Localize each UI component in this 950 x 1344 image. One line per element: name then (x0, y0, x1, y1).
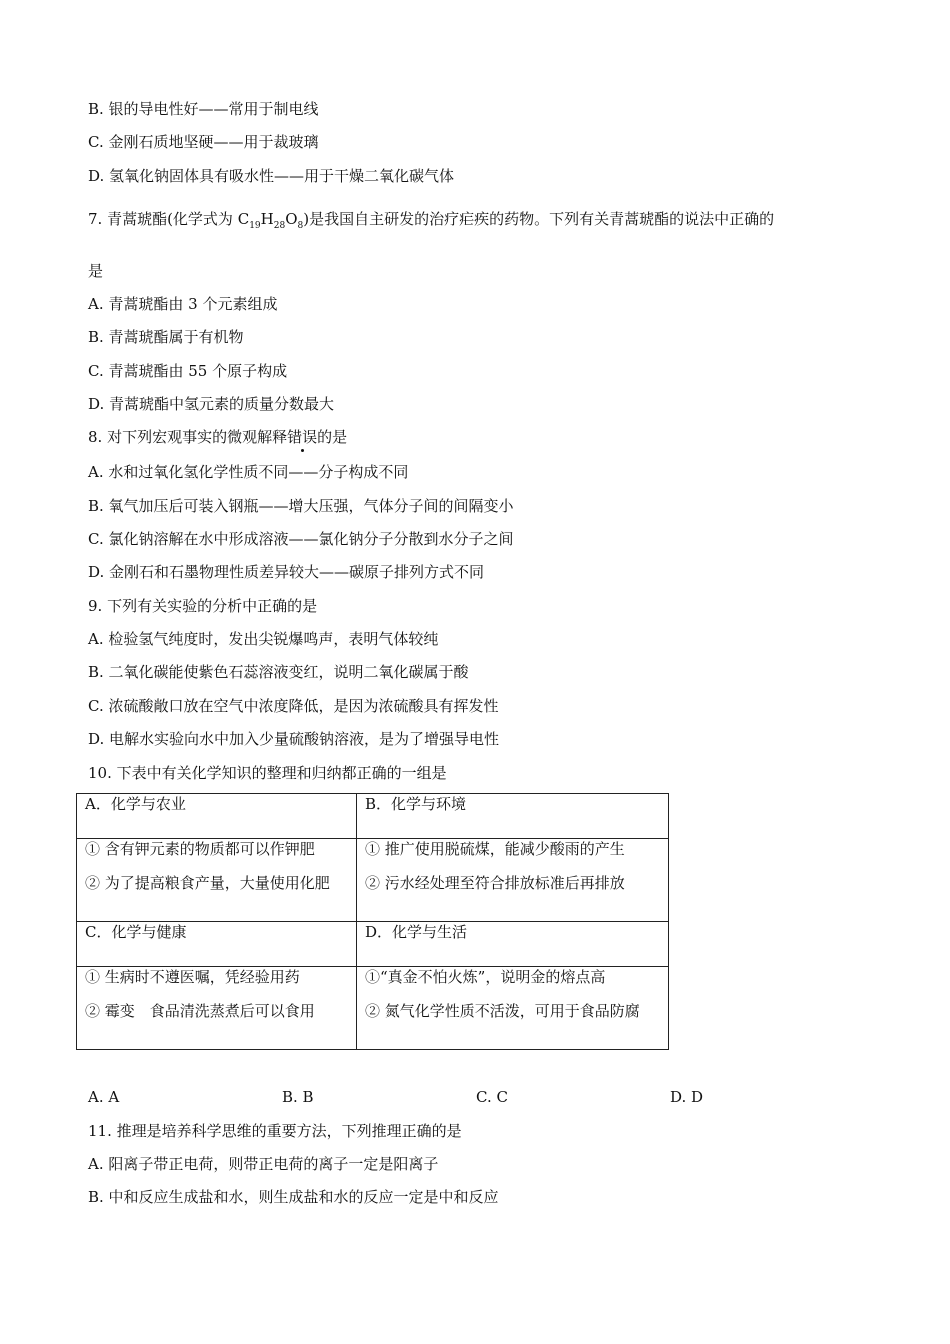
cell-a-item-2: ② 为了提高粮食产量，大量使用化肥 (85, 874, 330, 892)
formula-c-count: 19 (249, 221, 261, 231)
q7-stem-before: 7. 青蒿琥酯(化学式为 (88, 210, 238, 228)
cell-d-head: D．化学与生活 (357, 922, 669, 967)
q7-stem (88, 209, 774, 236)
q7-option-a: A. 青蒿琥酯由 3 个元素组成 (88, 295, 278, 313)
q9-stem: 9. 下列有关实验的分析中正确的是 (88, 597, 318, 615)
q11-option-a: A. 阳离子带正电荷，则带正电荷的离子一定是阳离子 (88, 1155, 439, 1173)
q8-stem-before: 8. 对下列宏观事实的微观解释 (88, 428, 288, 446)
q8-option-a: A. 水和过氧化氢化学性质不同——分子构成不同 (88, 463, 409, 481)
q10-option-d: D. D (670, 1088, 704, 1106)
cell-a-head: A．化学与农业 (77, 794, 357, 839)
formula-h: H (260, 210, 274, 228)
q7-option-c: C. 青蒿琥酯由 55 个原子构成 (88, 362, 288, 380)
cell-c-item-1: ① 生病时不遵医嘱，凭经验用药 (85, 968, 300, 986)
q11-stem: 11. 推理是培养科学思维的重要方法，下列推理正确的是 (88, 1122, 462, 1140)
cell-b-head: B．化学与环境 (357, 794, 669, 839)
cell-d-body (357, 967, 669, 1050)
cell-b-item-1: ① 推广使用脱硫煤，能减少酸雨的产生 (365, 840, 625, 858)
q10-option-b: B. B (282, 1088, 314, 1106)
q10-knowledge-table (76, 793, 669, 1050)
q8-stem (88, 427, 347, 447)
q10-option-c: C. C (476, 1088, 508, 1106)
q10-option-a: A. A (88, 1088, 120, 1106)
q8-option-b: B. 氧气加压后可装入钢瓶——增大压强，气体分子间的间隔变小 (88, 497, 514, 515)
cell-a-item-1: ① 含有钾元素的物质都可以作钾肥 (85, 840, 315, 858)
chemical-formula (237, 210, 304, 231)
cell-c-body (77, 967, 357, 1050)
formula-c: C (237, 210, 250, 228)
q7-option-d: D. 青蒿琥酯中氢元素的质量分数最大 (88, 395, 335, 413)
cell-c-head: C．化学与健康 (77, 922, 357, 967)
q10-stem: 10. 下表中有关化学知识的整理和归纳都正确的一组是 (88, 764, 447, 782)
cell-d-item-1: ①“真金不怕火炼”，说明金的熔点高 (365, 968, 606, 986)
cell-b-body (357, 839, 669, 922)
table-row (77, 967, 669, 1050)
q11-option-b: B. 中和反应生成盐和水，则生成盐和水的反应一定是中和反应 (88, 1188, 499, 1206)
table-row (77, 839, 669, 922)
cell-b-item-2: ② 污水经处理至符合排放标准后再排放 (365, 874, 625, 892)
table-row (77, 794, 669, 839)
table-row (77, 922, 669, 967)
q6-option-d: D. 氢氧化钠固体具有吸水性——用于干燥二氧化碳气体 (88, 167, 455, 185)
cell-a-body (77, 839, 357, 922)
q7-option-b: B. 青蒿琥酯属于有机物 (88, 328, 244, 346)
formula-o-count: 8 (297, 221, 304, 231)
formula-h-count: 28 (273, 221, 286, 231)
q7-stem-after: )是我国自主研发的治疗疟疾的药物。下列有关青蒿琥酯的说法中正确的 (303, 210, 775, 228)
q6-option-b: B. 银的导电性好——常用于制电线 (88, 100, 319, 118)
formula-o: O (285, 210, 298, 228)
q6-option-c: C. 金刚石质地坚硬——用于裁玻璃 (88, 133, 319, 151)
cell-c-item-2: ② 霉变 食品清洗蒸煮后可以食用 (85, 1002, 315, 1020)
q7-stem-continued: 是 (88, 262, 104, 280)
q8-emphasized-word: 错误 (287, 428, 318, 446)
cell-d-item-2: ② 氮气化学性质不活泼，可用于食品防腐 (365, 1002, 640, 1020)
q9-option-d: D. 电解水实验向水中加入少量硫酸钠溶液，是为了增强导电性 (88, 730, 500, 748)
q8-stem-after: 的是 (317, 428, 348, 446)
q9-option-c: C. 浓硫酸敞口放在空气中浓度降低，是因为浓硫酸具有挥发性 (88, 697, 499, 715)
q8-option-c: C. 氯化钠溶解在水中形成溶液——氯化钠分子分散到水分子之间 (88, 530, 514, 548)
q8-option-d: D. 金刚石和石墨物理性质差异较大——碳原子排列方式不同 (88, 563, 485, 581)
q9-option-b: B. 二氧化碳能使紫色石蕊溶液变红，说明二氧化碳属于酸 (88, 663, 469, 681)
q9-option-a: A. 检验氢气纯度时，发出尖锐爆鸣声，表明气体较纯 (88, 630, 439, 648)
